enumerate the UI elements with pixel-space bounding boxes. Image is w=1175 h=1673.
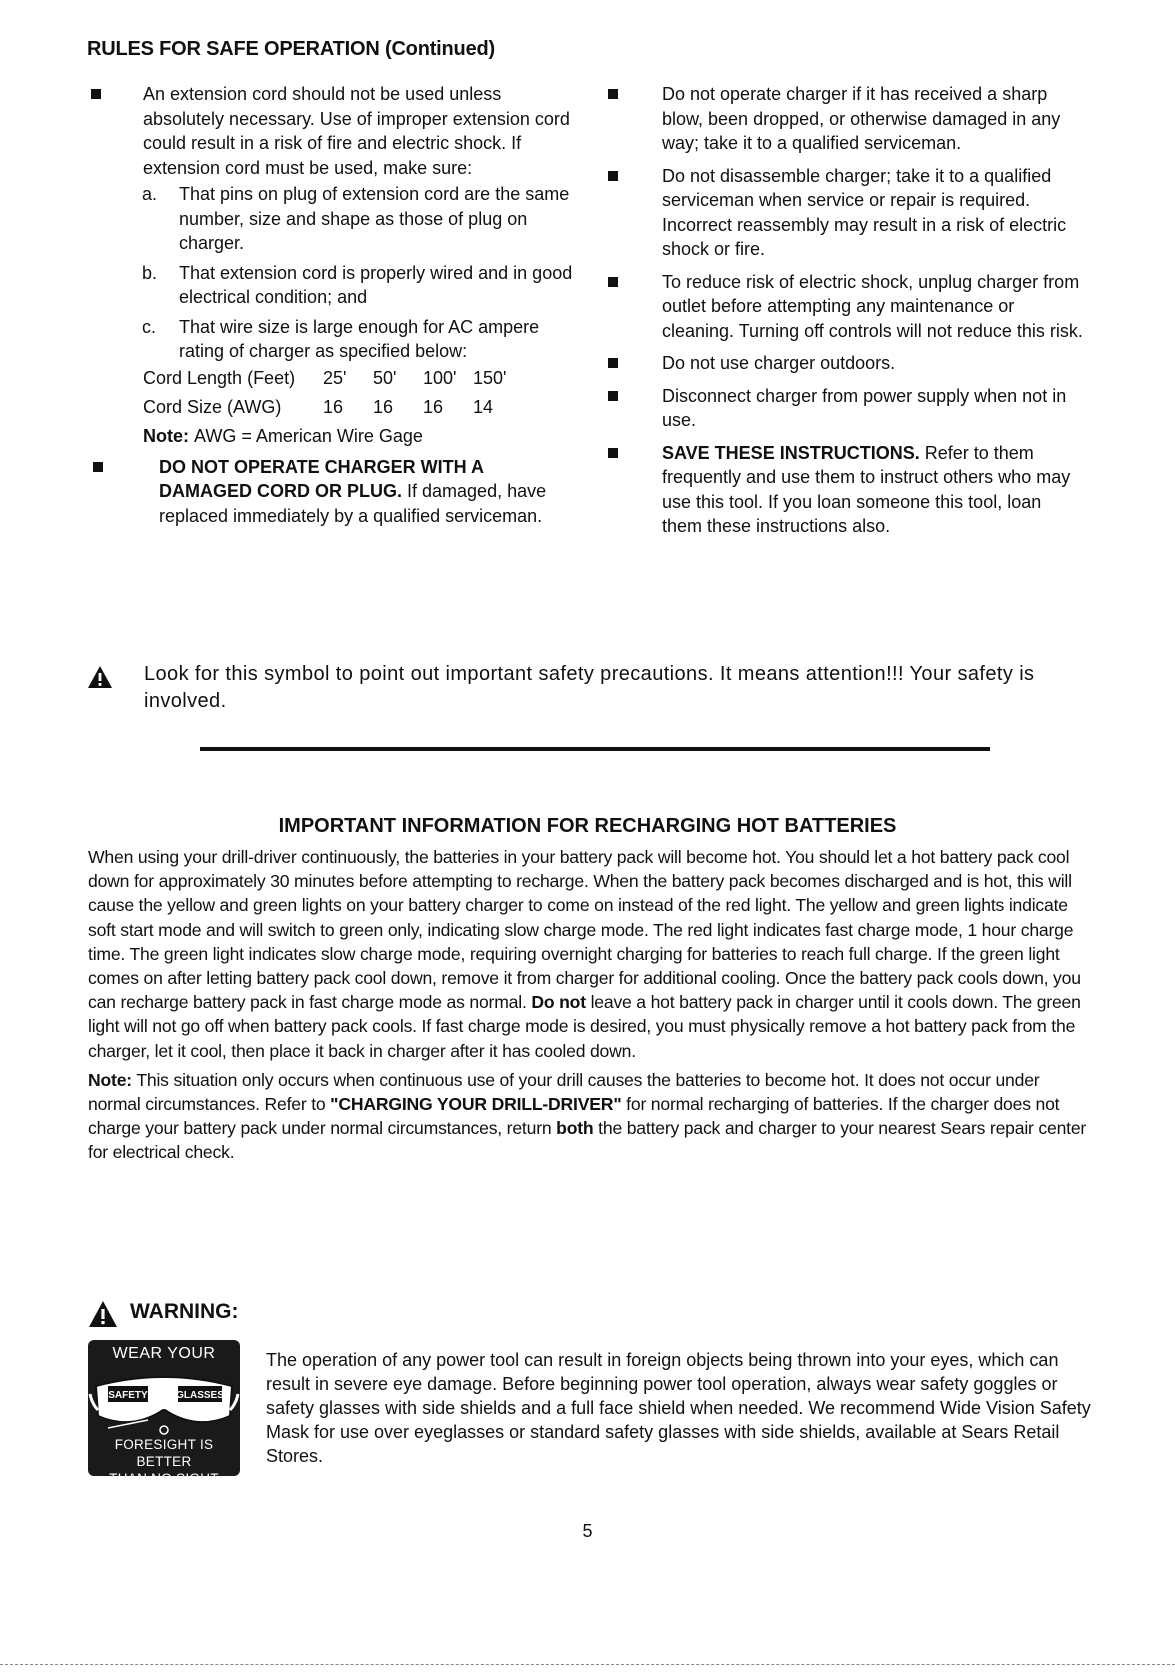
right-rule: [604, 270, 1084, 344]
hot-batteries-note: [88, 1068, 1093, 1165]
damaged-cord-text: If damaged, have replaced immediately by a qualified serviceman.: [159, 481, 547, 526]
right-column: [604, 82, 1084, 539]
bullet-square-icon: [608, 391, 618, 401]
right-rule-text: Do not disassemble charger; take it to a qualified serviceman when service or repair is required. Incorrect reassembly may result in a risk of electric shock or fire.: [662, 165, 1067, 259]
save-instructions-rule: [604, 441, 1084, 539]
both-emphasis: both: [556, 1118, 594, 1139]
cord-size-table: [143, 364, 577, 422]
badge-safety-text: SAFETY: [108, 1390, 148, 1401]
right-rule-text: Do not use charger outdoors.: [662, 353, 896, 373]
warning-triangle-icon: [88, 1300, 118, 1328]
hot-batteries-paragraph: [88, 845, 1093, 1063]
sub-item-letter: a.: [142, 184, 158, 204]
safety-glasses-badge: [88, 1340, 240, 1486]
left-column: [87, 82, 577, 528]
cord-size-value: 14: [473, 396, 494, 417]
section-divider: [200, 747, 990, 751]
page-number: 5: [582, 1521, 593, 1541]
extension-cord-intro: An extension cord should not be used unless absolutely necessary. Use of improper extension cord could result in a risk of fire and electric shock. If extension cord must be used, make sure:: [143, 84, 570, 178]
cord-length-row: [143, 364, 577, 393]
cord-length-value: 50': [373, 367, 397, 388]
right-rule-text: Do not operate charger if it has received a sharp blow, been dropped, or otherwise damaged in any way; take it to a qualified serviceman.: [662, 84, 1061, 153]
goggles-icon: [88, 1364, 240, 1444]
paragraph-text: leave a hot battery pack in charger until it cools down. The green light will not go off when battery pack cools. If fast charge mode is desired, you must physically remove a hot battery pack from the charger, let it cool, then place it back in charger after it has cooled down.: [88, 992, 1081, 1061]
sub-item-a: [87, 182, 577, 256]
note-label: Note:: [143, 425, 189, 446]
damaged-cord-bold: DO NOT OPERATE CHARGER WITH A DAMAGED CORD OR PLUG.: [159, 456, 484, 501]
cord-size-value: 16: [373, 396, 394, 417]
badge-glasses-text: GLASSES: [176, 1390, 224, 1401]
damaged-cord-rule: [87, 455, 577, 529]
bullet-square-icon: [93, 462, 103, 472]
bullet-square-icon: [608, 277, 618, 287]
note-label: Note:: [88, 1069, 132, 1090]
save-instructions-bold: SAVE THESE INSTRUCTIONS.: [662, 442, 920, 463]
hot-batteries-body: [88, 845, 1093, 1165]
note-text: for normal recharging of batteries. If the charger does not charge your battery pack under normal circumstances, return: [88, 1094, 1060, 1139]
sub-item-text: That wire size is large enough for AC ampere rating of charger as specified below:: [179, 316, 540, 361]
badge-bottom-line: THAN NO SIGHT: [109, 1471, 219, 1486]
cord-length-value: 25': [323, 367, 347, 388]
warning-text: The operation of any power tool can result in foreign objects being thrown into your eyes, which can result in severe eye damage. Before beginning power tool operation, always wear safety goggles or safety glasses with side shields and a full face shield when needed. We recommend Wide Vision Safety Mask for use over eyeglasses or standard safety glasses with side shields, available at Sears Retail Stores.: [266, 1350, 1091, 1466]
bullet-square-icon: [91, 89, 101, 99]
cord-length-value: 100': [423, 367, 457, 388]
safety-symbol-note: [87, 661, 1087, 715]
warning-heading: [88, 1300, 239, 1324]
badge-bottom-line: FORESIGHT IS BETTER: [114, 1437, 214, 1469]
hot-batteries-title: IMPORTANT INFORMATION FOR RECHARGING HOT BATTERIES: [278, 815, 897, 837]
cord-length-label: Cord Length (Feet): [143, 367, 296, 388]
page-bottom-edge: [0, 1664, 1175, 1665]
badge-bottom-text: [88, 1436, 240, 1487]
cord-size-row: [143, 393, 577, 422]
right-rule: [604, 164, 1084, 262]
awg-note: [143, 422, 577, 451]
cord-length-value: 150': [473, 367, 507, 388]
right-rule: [604, 384, 1084, 433]
badge-top-text: WEAR YOUR: [112, 1345, 216, 1362]
sub-item-c: [87, 315, 577, 364]
bullet-square-icon: [608, 171, 618, 181]
safety-symbol-text: Look for this symbol to point out important safety precautions. It means attention!!! Your safety is involved.: [144, 663, 1035, 712]
right-rule: [604, 82, 1084, 156]
sub-item-text: That extension cord is properly wired and in good electrical condition; and: [179, 262, 573, 307]
paragraph-text: When using your drill-driver continuously, the batteries in your battery pack will become hot. You should let a hot battery pack cool down for approximately 30 minutes before attempting to recharge. When the battery pack becomes discharged and is hot, this will cause the yellow and green lights on your battery charger to come on instead of the red light. The yellow and green lights indicate soft start mode and will switch to green only, indicating slow charge mode. The red light indicates fast charge mode, 1 hour charge time. The green light indicates slow charge mode, requiring overnight charging for batteries to reach full charge. If the green light comes on after letting battery pack cool down, remove it from charger for additional cooling. Once the battery pack cools down, you can recharge battery pack in fast charge mode as normal.: [88, 847, 1081, 1013]
bullet-square-icon: [608, 448, 618, 458]
note-text: This situation only occurs when continuous use of your drill causes the batteries to become hot. It does not occur under normal circumstances. Refer to: [88, 1069, 1040, 1115]
bullet-square-icon: [608, 358, 618, 368]
right-rule: [604, 351, 1084, 376]
page-title: RULES FOR SAFE OPERATION (Continued): [87, 38, 495, 60]
note-text: the battery pack and charger to your nearest Sears repair center for electrical check.: [88, 1118, 1087, 1163]
cord-size-value: 16: [423, 396, 444, 417]
charging-section-reference: "CHARGING YOUR DRILL-DRIVER": [330, 1094, 622, 1115]
right-rule-text: Disconnect charger from power supply when not in use.: [662, 385, 1067, 430]
note-text: AWG = American Wire Gage: [194, 425, 423, 446]
save-instructions-text: Refer to them frequently and use them to instruct others who may use this tool. If you loan someone this tool, loan them these instructions also.: [662, 442, 1071, 536]
cord-size-label: Cord Size (AWG): [143, 396, 282, 417]
bullet-square-icon: [608, 89, 618, 99]
sub-item-text: That pins on plug of extension cord are the same number, size and shape as those of plug on charger.: [179, 184, 570, 253]
warning-triangle-icon: [87, 665, 113, 689]
right-rule-text: To reduce risk of electric shock, unplug charger from outlet before attempting any maintenance or cleaning. Turning off controls will not reduce this risk.: [662, 271, 1083, 341]
extension-cord-rule: [87, 82, 577, 180]
sub-item-b: [87, 261, 577, 310]
do-not-emphasis: Do not: [531, 992, 586, 1013]
warning-label: WARNING:: [130, 1300, 239, 1323]
sub-item-letter: b.: [142, 262, 158, 283]
cord-size-value: 16: [323, 396, 344, 417]
sub-item-letter: c.: [142, 316, 157, 337]
